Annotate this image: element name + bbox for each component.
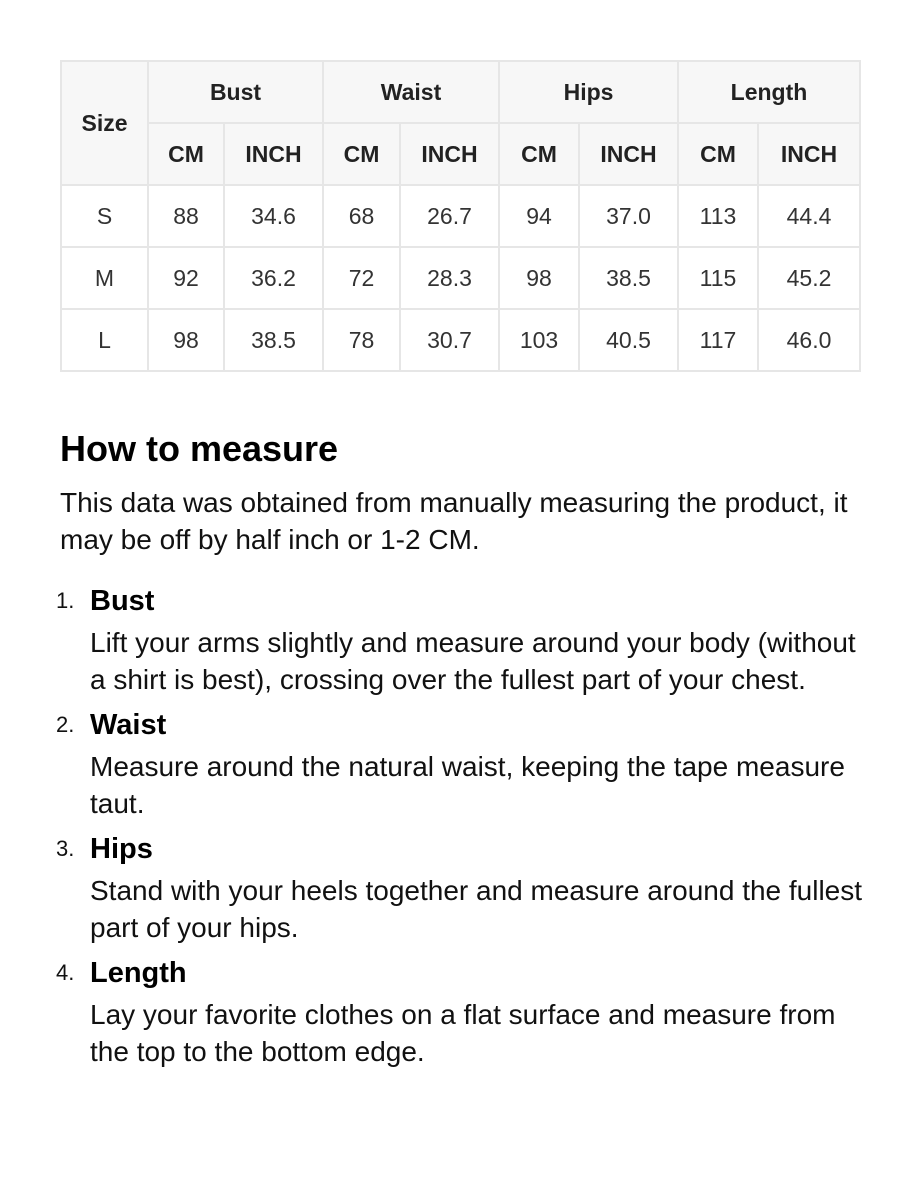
table-cell: 68 (323, 185, 400, 247)
unit-header: CM (323, 123, 400, 185)
table-cell: 46.0 (758, 309, 860, 371)
unit-header: INCH (224, 123, 323, 185)
table-cell: 38.5 (224, 309, 323, 371)
waist-column-header: Waist (323, 61, 499, 123)
table-cell: 44.4 (758, 185, 860, 247)
list-item (0, 828, 870, 946)
unit-header: INCH (579, 123, 678, 185)
table-cell: 45.2 (758, 247, 860, 309)
table-cell: 34.6 (224, 185, 323, 247)
list-item (0, 580, 870, 698)
step-title-length: Length (90, 957, 187, 989)
how-to-measure-heading: How to measure (60, 428, 339, 469)
step-number: 1. (56, 588, 75, 613)
table-unit-row (61, 123, 860, 185)
step-number: 4. (56, 960, 75, 985)
length-column-header: Length (678, 61, 860, 123)
table-row (61, 185, 860, 247)
step-description: Lay your favorite clothes on a flat surface and measure from the top to the bottom edge. (90, 999, 836, 1067)
step-number: 2. (56, 712, 75, 737)
step-title-hips: Hips (90, 833, 153, 865)
table-cell: 94 (499, 185, 579, 247)
table-cell: 78 (323, 309, 400, 371)
unit-header: INCH (758, 123, 860, 185)
list-item (0, 704, 870, 822)
unit-header: CM (499, 123, 579, 185)
table-cell: 115 (678, 247, 758, 309)
step-description: Measure around the natural waist, keeping the tape measure taut. (90, 751, 845, 819)
table-cell: 98 (499, 247, 579, 309)
hips-column-header: Hips (499, 61, 678, 123)
table-cell: 26.7 (400, 185, 499, 247)
table-header-row (61, 61, 860, 123)
table-cell: 30.7 (400, 309, 499, 371)
step-title-bust: Bust (90, 585, 155, 617)
table-cell: 37.0 (579, 185, 678, 247)
table-cell: 72 (323, 247, 400, 309)
step-title-waist: Waist (90, 709, 167, 741)
unit-header: INCH (400, 123, 499, 185)
unit-header: CM (148, 123, 224, 185)
table-cell: 98 (148, 309, 224, 371)
table-row (61, 309, 860, 371)
step-number: 3. (56, 836, 75, 861)
table-row (61, 247, 860, 309)
table-cell: 103 (499, 309, 579, 371)
bust-column-header: Bust (148, 61, 323, 123)
size-column-header: Size (61, 61, 148, 185)
step-description: Lift your arms slightly and measure around your body (without a shirt is best), crossing over the fullest part of your chest. (90, 627, 856, 695)
size-cell: L (61, 309, 148, 371)
measure-steps-list (0, 580, 870, 1076)
table-cell: 40.5 (579, 309, 678, 371)
size-cell: S (61, 185, 148, 247)
size-table (60, 60, 861, 372)
size-cell: M (61, 247, 148, 309)
table-cell: 36.2 (224, 247, 323, 309)
table-cell: 113 (678, 185, 758, 247)
intro-paragraph: This data was obtained from manually measuring the product, it may be off by half inch or 1-2 CM. (60, 487, 848, 555)
unit-header: CM (678, 123, 758, 185)
table-cell: 92 (148, 247, 224, 309)
table-cell: 28.3 (400, 247, 499, 309)
table-cell: 117 (678, 309, 758, 371)
table-cell: 38.5 (579, 247, 678, 309)
table-cell: 88 (148, 185, 224, 247)
step-description: Stand with your heels together and measure around the fullest part of your hips. (90, 875, 863, 943)
list-item (0, 952, 870, 1070)
